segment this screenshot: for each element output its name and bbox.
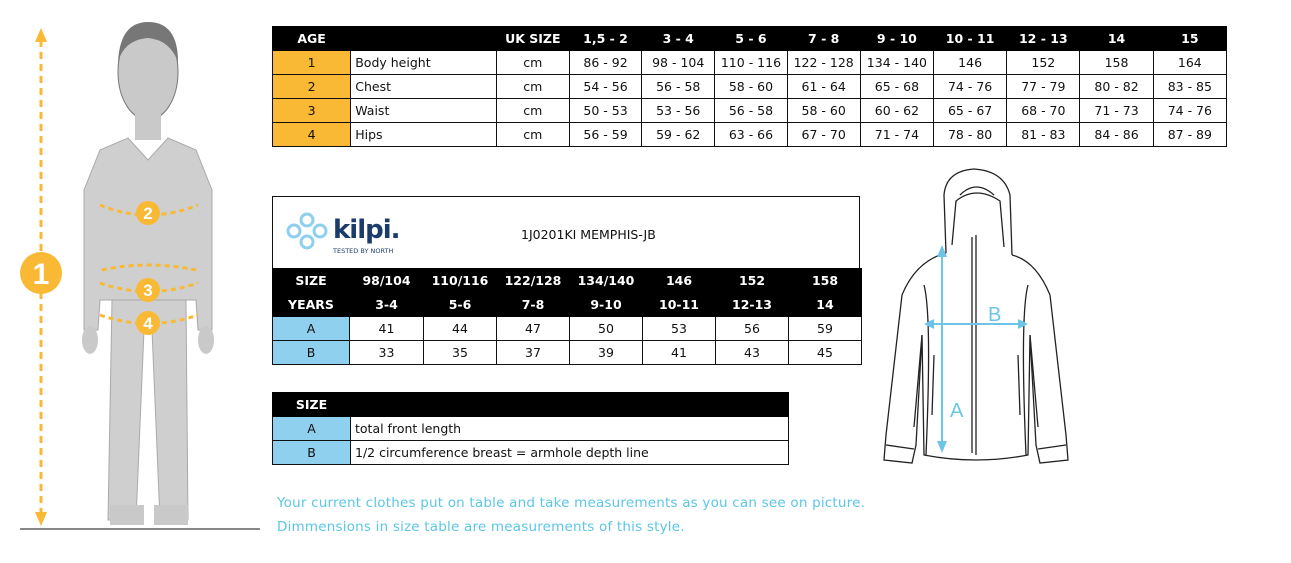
table-cell: 50 - 53 (569, 99, 641, 123)
table-cell: 47 (497, 317, 570, 341)
table-cell: 45 (789, 341, 862, 365)
row-key: B (273, 341, 350, 365)
years-value: 14 (789, 293, 862, 317)
table-row (273, 341, 862, 365)
row-label: Body height (351, 51, 496, 75)
header-size: 9 - 10 (860, 27, 933, 51)
table-cell: 146 (934, 51, 1007, 75)
table-cell: 39 (570, 341, 643, 365)
table-cell: 158 (1080, 51, 1153, 75)
header-size: 1,5 - 2 (569, 27, 641, 51)
table-cell: 50 (570, 317, 643, 341)
table-cell: 63 - 66 (715, 123, 787, 147)
table-cell: 134 - 140 (860, 51, 933, 75)
size-label: SIZE (273, 269, 350, 293)
table-cell: 74 - 76 (934, 75, 1007, 99)
header-size: 7 - 8 (787, 27, 860, 51)
table-row (273, 75, 1227, 99)
table-row (273, 317, 862, 341)
years-label: YEARS (273, 293, 350, 317)
header-size: 3 - 4 (642, 27, 715, 51)
table-cell: 53 (643, 317, 716, 341)
jacket-label-b: B (988, 304, 1002, 326)
product-size-row (273, 269, 862, 293)
table-cell: 43 (716, 341, 789, 365)
table-cell: 58 - 60 (715, 75, 787, 99)
table-cell: 65 - 67 (934, 99, 1007, 123)
jacket-diagram (876, 165, 1076, 475)
table-cell: 71 - 73 (1080, 99, 1153, 123)
product-size-table (272, 268, 862, 365)
row-number: 1 (273, 51, 351, 75)
size-table (272, 26, 1227, 147)
row-key: A (273, 317, 350, 341)
size-value: 158 (789, 269, 862, 293)
table-cell: 58 - 60 (787, 99, 860, 123)
kilpi-logo-icon (285, 211, 329, 251)
table-cell: 68 - 70 (1007, 99, 1080, 123)
legend-header-blank (351, 393, 789, 417)
table-cell: 35 (424, 341, 497, 365)
legend-header-label: SIZE (273, 393, 351, 417)
brand-name: kilpi. (333, 215, 400, 245)
brand-box (272, 196, 860, 268)
row-unit: cm (496, 99, 569, 123)
table-row (273, 417, 789, 441)
instruction-note-1: Your current clothes put on table and take measurements as you can see on picture. (277, 495, 866, 511)
size-value: 146 (643, 269, 716, 293)
header-age: AGE (273, 27, 351, 51)
table-cell: 87 - 89 (1153, 123, 1226, 147)
size-value: 98/104 (350, 269, 424, 293)
table-cell: 84 - 86 (1080, 123, 1153, 147)
table-cell: 53 - 56 (642, 99, 715, 123)
size-table-header (273, 27, 1227, 51)
instruction-note-2: Dimmensions in size table are measurements of this style. (277, 519, 685, 535)
table-row (273, 99, 1227, 123)
table-cell: 83 - 85 (1153, 75, 1226, 99)
table-cell: 56 - 59 (569, 123, 641, 147)
header-size: 12 - 13 (1007, 27, 1080, 51)
legend-table (272, 392, 789, 465)
years-value: 9-10 (570, 293, 643, 317)
table-cell: 71 - 74 (860, 123, 933, 147)
row-label: Waist (351, 99, 496, 123)
product-years-row (273, 293, 862, 317)
marker-1: 1 (32, 258, 50, 291)
table-cell: 59 - 62 (642, 123, 715, 147)
table-cell: 33 (350, 341, 424, 365)
table-cell: 44 (424, 317, 497, 341)
table-cell: 41 (350, 317, 424, 341)
row-label: Chest (351, 75, 496, 99)
header-size: 10 - 11 (934, 27, 1007, 51)
size-value: 122/128 (497, 269, 570, 293)
table-cell: 56 - 58 (715, 99, 787, 123)
table-cell: 56 (716, 317, 789, 341)
marker-2: 2 (143, 204, 153, 223)
header-size: 15 (1153, 27, 1226, 51)
legend-key: B (273, 441, 351, 465)
header-blank (351, 27, 496, 51)
table-cell: 80 - 82 (1080, 75, 1153, 99)
years-value: 10-11 (643, 293, 716, 317)
size-value: 110/116 (424, 269, 497, 293)
product-code: 1J0201KI MEMPHIS-JB (521, 227, 656, 242)
table-cell: 164 (1153, 51, 1226, 75)
row-label: Hips (351, 123, 496, 147)
years-value: 12-13 (716, 293, 789, 317)
jacket-label-a: A (950, 400, 964, 422)
row-number: 2 (273, 75, 351, 99)
table-cell: 98 - 104 (642, 51, 715, 75)
marker-3: 3 (143, 281, 153, 300)
legend-description: total front length (351, 417, 789, 441)
table-cell: 65 - 68 (860, 75, 933, 99)
table-cell: 67 - 70 (787, 123, 860, 147)
table-row (273, 123, 1227, 147)
table-row (273, 441, 789, 465)
table-cell: 61 - 64 (787, 75, 860, 99)
table-cell: 152 (1007, 51, 1080, 75)
table-cell: 60 - 62 (860, 99, 933, 123)
table-cell: 110 - 116 (715, 51, 787, 75)
table-cell: 54 - 56 (569, 75, 641, 99)
header-size: 5 - 6 (715, 27, 787, 51)
table-cell: 37 (497, 341, 570, 365)
legend-key: A (273, 417, 351, 441)
row-number: 4 (273, 123, 351, 147)
row-number: 3 (273, 99, 351, 123)
years-value: 7-8 (497, 293, 570, 317)
header-uk-size: UK SIZE (496, 27, 569, 51)
table-cell: 81 - 83 (1007, 123, 1080, 147)
size-value: 134/140 (570, 269, 643, 293)
marker-4: 4 (143, 314, 153, 333)
table-cell: 86 - 92 (569, 51, 641, 75)
table-cell: 74 - 76 (1153, 99, 1226, 123)
header-size: 14 (1080, 27, 1153, 51)
row-unit: cm (496, 51, 569, 75)
row-unit: cm (496, 123, 569, 147)
table-cell: 78 - 80 (934, 123, 1007, 147)
table-cell: 41 (643, 341, 716, 365)
years-value: 3-4 (350, 293, 424, 317)
table-cell: 122 - 128 (787, 51, 860, 75)
table-cell: 59 (789, 317, 862, 341)
body-measurement-figure (0, 0, 260, 563)
legend-description: 1/2 circumference breast = armhole depth line (351, 441, 789, 465)
row-unit: cm (496, 75, 569, 99)
legend-header (273, 393, 789, 417)
size-value: 152 (716, 269, 789, 293)
table-row (273, 51, 1227, 75)
brand-tagline: TESTED BY NORTH (333, 247, 394, 255)
table-cell: 56 - 58 (642, 75, 715, 99)
years-value: 5-6 (424, 293, 497, 317)
table-cell: 77 - 79 (1007, 75, 1080, 99)
